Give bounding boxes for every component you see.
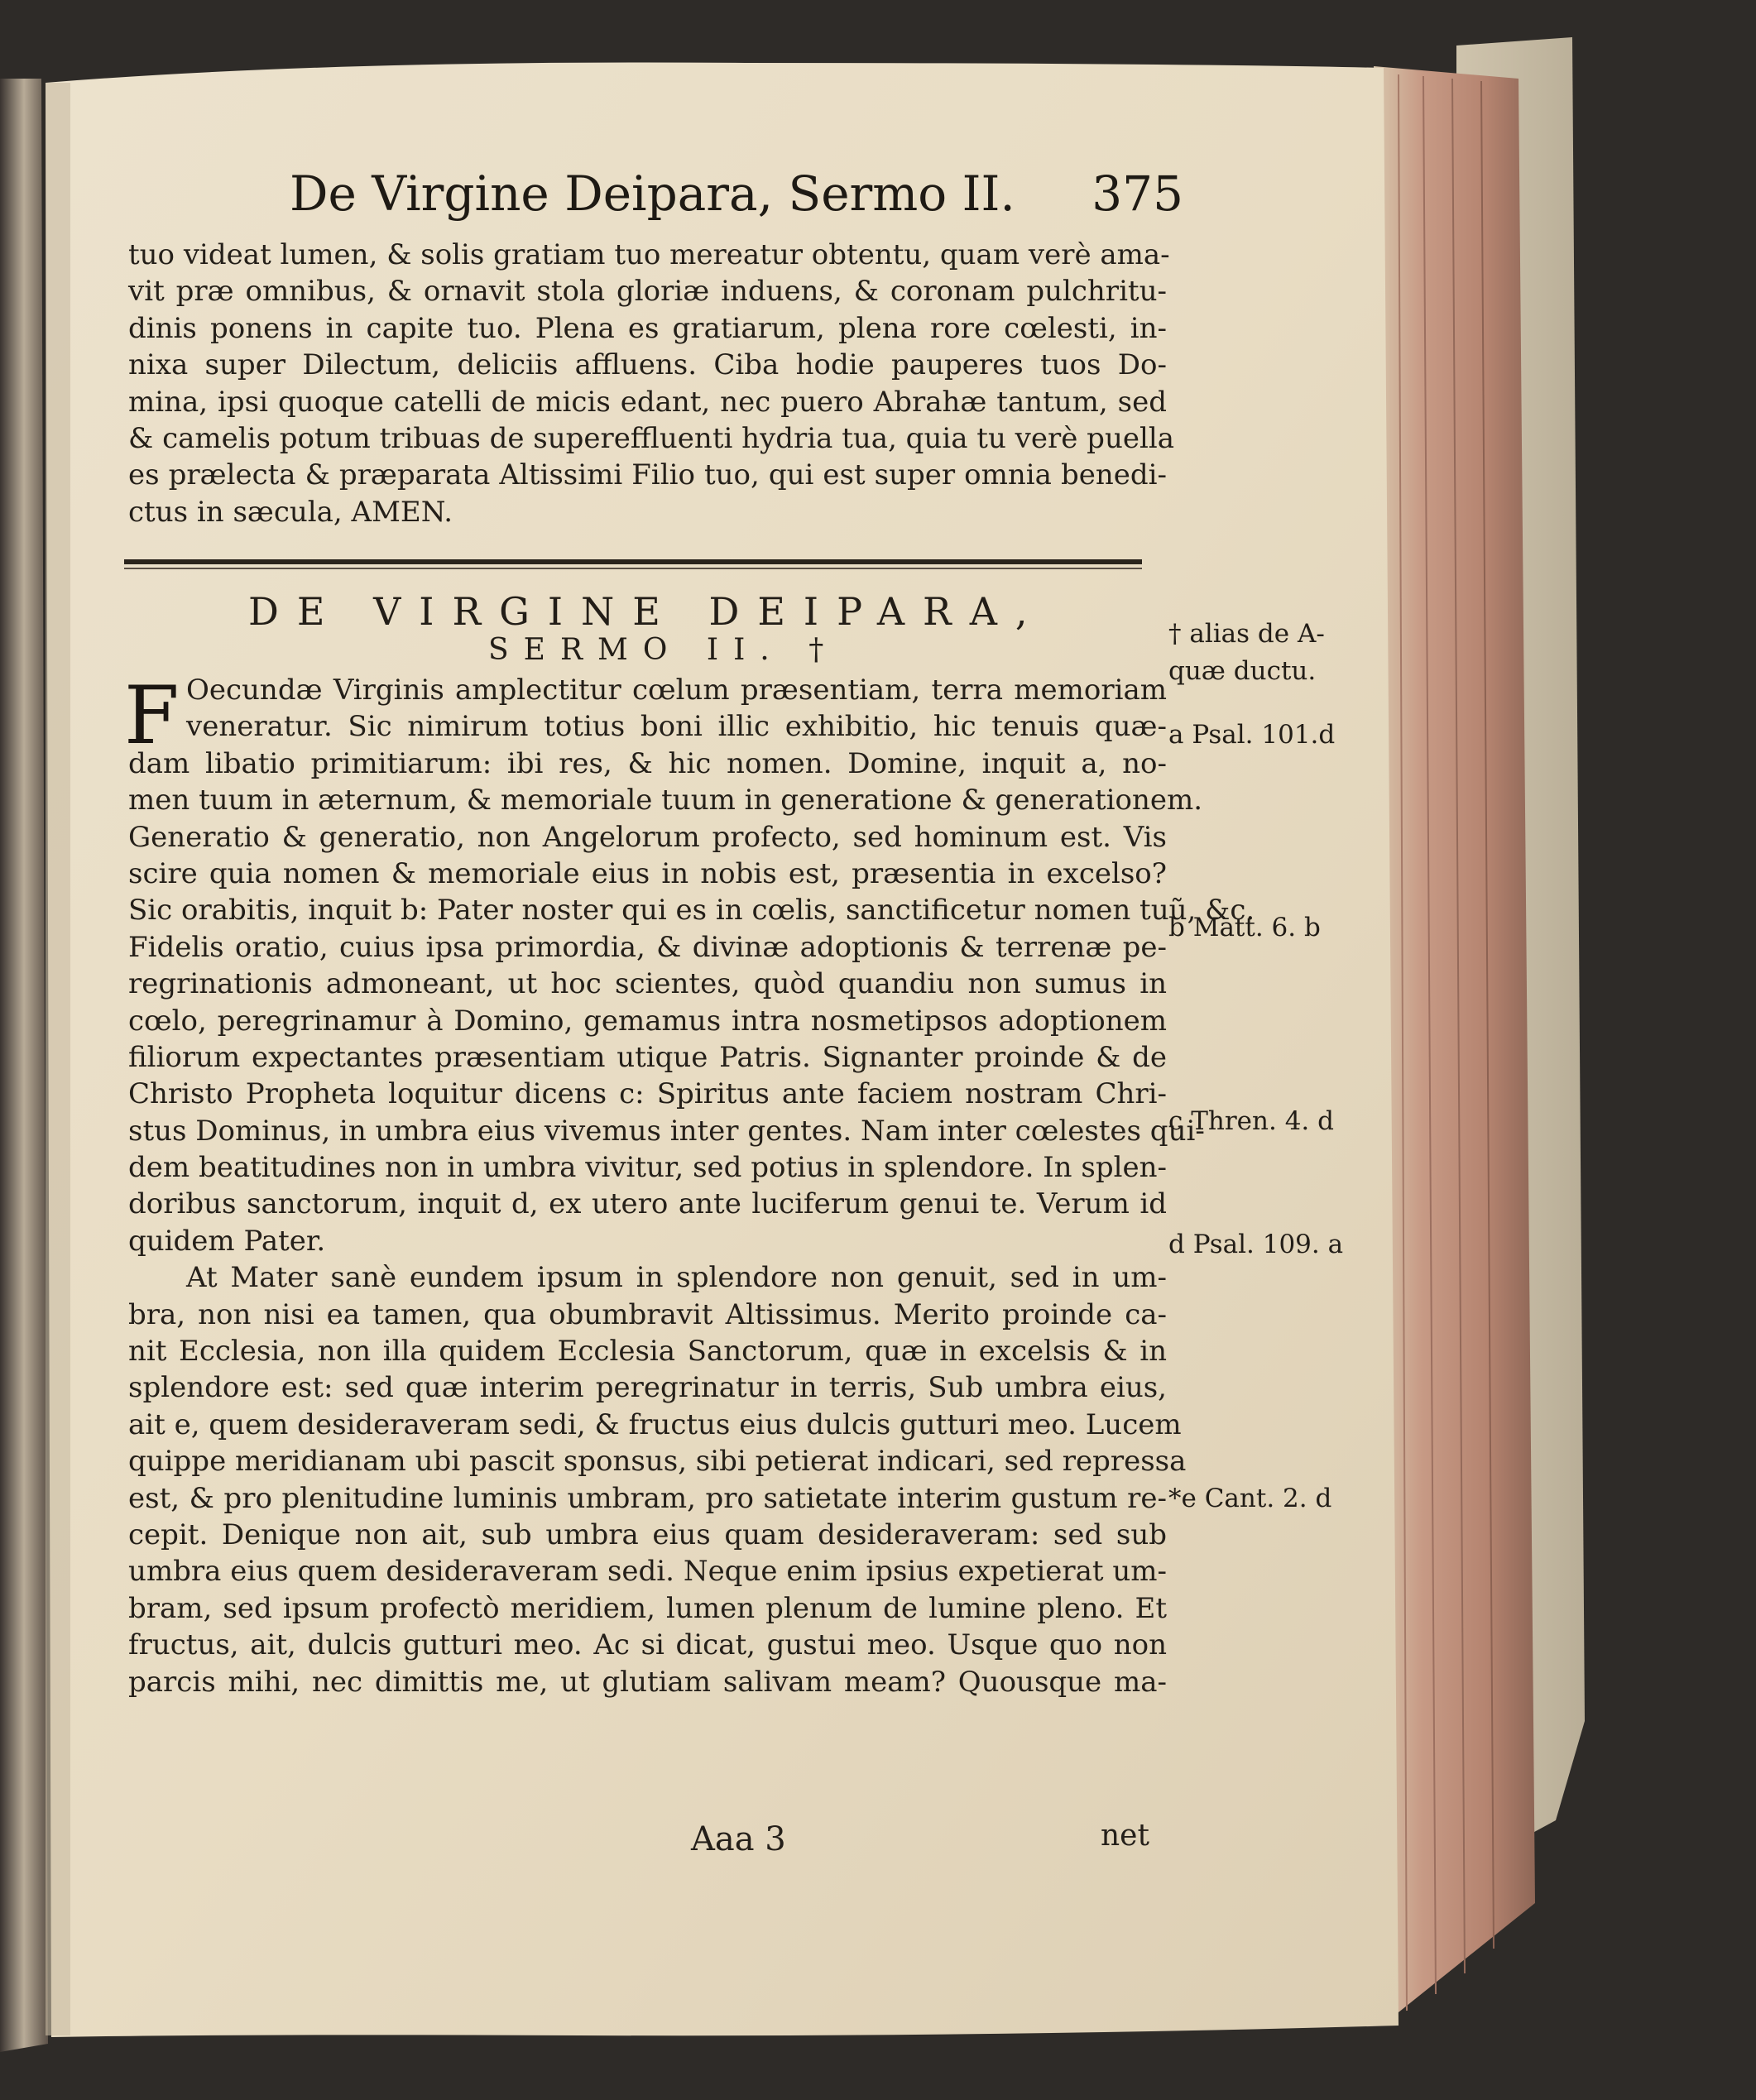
signature-mark: Aaa 3 — [691, 1820, 786, 1858]
top-paragraph — [128, 237, 1174, 530]
text-line: Oecundæ Virginis amplectitur cœlum præsentiam, terra memoriam — [186, 674, 1167, 707]
text-line: scire quia nomen & memoriale eius in nobis est, præsentia in excelso? — [128, 856, 1167, 890]
text-line: bram, sed ipsum profectò meridiem, lumen plenum de lumine pleno. Et — [128, 1591, 1167, 1625]
text-line: Fidelis oratio, cuius ipsa primordia, & divinæ adoptionis & terrenæ pe- — [128, 930, 1167, 964]
margin-note-e: *e Cant. 2. d — [1168, 1484, 1332, 1513]
text-line: est, & pro plenitudine luminis umbram, pro satietate interim gustum re- — [128, 1481, 1167, 1515]
text-line: fructus, ait, dulcis gutturi meo. Ac si dicat, gustui meo. Usque quo non — [128, 1628, 1167, 1662]
page-number: 375 — [1092, 165, 1183, 222]
sermon-subtitle: SERMO II. † — [488, 633, 839, 667]
text-line: filiorum expectantes præsentiam utique Patris. Signanter proinde & de — [128, 1040, 1167, 1074]
text-line: Sic orabitis, inquit b: Pater noster qui es in cœlis, sanctificetur nomen tuũ, &c. — [128, 894, 1255, 928]
margin-note-alias: † alias de A- — [1168, 619, 1325, 649]
text-line: umbra eius quem desideraveram sedi. Neque enim ipsius expetierat um- — [128, 1555, 1167, 1589]
text-line: parcis mihi, nec dimittis me, ut glutiam salivam meam? Quousque ma- — [128, 1665, 1167, 1699]
margin-note-b: b Matt. 6. b — [1168, 913, 1321, 942]
drop-cap: F — [124, 669, 180, 762]
margin-note-d: d Psal. 109. a — [1168, 1230, 1344, 1259]
text-line: splendore est: sed quæ interim peregrinatur in terris, Sub umbra eius, — [128, 1371, 1167, 1405]
section-rule — [124, 559, 1142, 564]
text-line: ait e, quem desideraveram sedi, & fructus eius dulcis gutturi meo. Lucem — [128, 1407, 1182, 1441]
text-line: nit Ecclesia, non illa quidem Ecclesia Sanctorum, quæ in excelsis & in — [128, 1335, 1167, 1369]
text-line: cœlo, peregrinamur à Domino, gemamus intra nosmetipsos adoptionem — [128, 1004, 1167, 1038]
running-head — [290, 165, 1183, 232]
sermon-title: DE VIRGINE DEIPARA, — [248, 589, 1046, 634]
text-line: es prælecta & præparata Altissimi Filio tuo, qui est super omnia benedi- — [128, 458, 1167, 492]
section-rule-thin — [124, 568, 1142, 569]
text-line: vit præ omnibus, & ornavit stola gloriæ induens, & coronam pulchritu- — [128, 275, 1167, 309]
text-line: Generatio & generatio, non Angelorum profecto, sed hominum est. Vis — [128, 820, 1167, 854]
text-line: mina, ipsi quoque catelli de micis edant, nec puero Abrahæ tantum, sed — [128, 385, 1167, 419]
text-line: dem beatitudines non in umbra vivitur, sed potius in splendore. In splen- — [128, 1151, 1167, 1185]
margin-note-a: a Psal. 101.d — [1168, 720, 1336, 750]
margin-note-alias-cont: quæ ductu. — [1168, 656, 1317, 686]
text-line: quippe meridianam ubi pascit sponsus, sibi petierat indicari, sed repressa — [128, 1445, 1187, 1479]
text-line: At Mater sanè eundem ipsum in splendore non genuit, sed in um- — [186, 1261, 1167, 1295]
text-line: dinis ponens in capite tuo. Plena es gratiarum, plena rore cœlesti, in- — [128, 311, 1167, 345]
text-line: nixa super Dilectum, deliciis affluens. Ciba hodie pauperes tuos Do- — [128, 348, 1167, 382]
text-line: veneratur. Sic nimirum totius boni illic exhibitio, hic tenuis quæ- — [186, 710, 1167, 744]
text-line: men tuum in æternum, & memoriale tuum in generatione & generationem. — [128, 784, 1203, 817]
text-line: tuo videat lumen, & solis gratiam tuo mereatur obtentu, quam verè ama- — [128, 238, 1170, 271]
text-line: quidem Pater. — [128, 1224, 326, 1258]
text-line: dam libatio primitiarum: ibi res, & hic nomen. Domine, inquit a, no- — [128, 746, 1167, 780]
running-head-title: De Virgine Deipara, Sermo II. — [290, 165, 1015, 222]
text-line: ctus in sæcula, AMEN. — [128, 495, 453, 529]
text-line: bra, non nisi ea tamen, qua obumbravit Altissimus. Merito proinde ca- — [128, 1297, 1167, 1331]
text-line: stus Dominus, in umbra eius vivemus inter gentes. Nam inter cœlestes qui- — [128, 1114, 1205, 1148]
catchword: net — [1101, 1819, 1149, 1853]
text-line: cepit. Denique non ait, sub umbra eius quam desideraveram: sed sub — [128, 1517, 1167, 1551]
text-line: Christo Propheta loquitur dicens c: Spiritus ante faciem nostram Chri- — [128, 1077, 1167, 1111]
text-line: doribus sanctorum, inquit d, ex utero ante luciferum genui te. Verum id — [128, 1187, 1167, 1221]
margin-note-c: c Thren. 4. d — [1168, 1106, 1334, 1136]
text-line: & camelis potum tribuas de supereffluenti hydria tua, quia tu verè puella — [128, 421, 1174, 455]
text-line: regrinationis admoneant, ut hoc scientes, quòd quandiu non sumus in — [128, 967, 1167, 1001]
